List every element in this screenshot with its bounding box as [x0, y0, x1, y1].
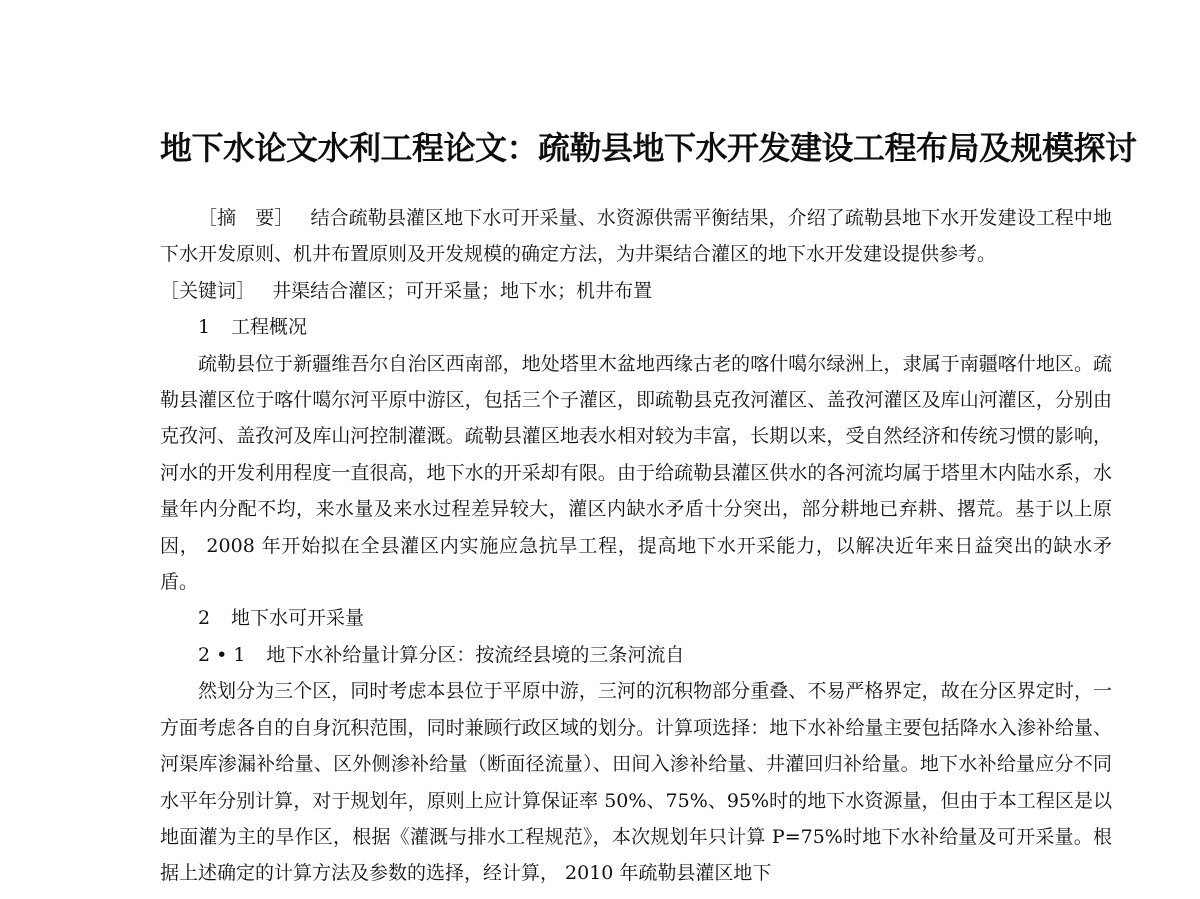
section-1-number: 1 [198, 316, 211, 339]
abstract-paragraph [160, 200, 1112, 273]
abstract-label: ［摘 要］ [198, 207, 294, 229]
abstract-text: 结合疏勒县灌区地下水可开采量、水资源供需平衡结果，介绍了疏勒县地下水开发建设工程中地下水开发原则、机井布置原则及开发规模的确定方法，为井渠结合灌区的地下水开发建设提供参考。 [160, 207, 1112, 266]
section-1-title: 工程概况 [230, 316, 307, 339]
section-2-1-heading [160, 637, 1112, 673]
section-2-title: 地下水可开采量 [230, 607, 364, 630]
section-2-heading [160, 600, 1112, 636]
section-2-1-number: 2 • 1 [198, 643, 246, 666]
section-2-1-paragraph: 然划分为三个区，同时考虑本县位于平原中游，三河的沉积物部分重叠、不易严格界定，故在分区界定时，一方面考虑各自的自身沉积范围，同时兼顾行政区域的划分。计算项选择：地下水补给量主要包括降水入渗补给量、河渠库渗漏补给量、区外侧渗补给量（断面径流量）、田间入渗补给量、井灌回归补给量。地下水补给量应分不同水平年分别计算，对于规划年，原则上应计算保证率 50%、75%、95%时的地下水资源量，但由于本工程区是以地面灌为主的旱作区，根据《灌溉与排水工程规范》，本次规划年只计算 P=75%时地下水补给量及可开采量。根据上述确定的计算方法及参数的选择，经计算， 2010 年疏勒县灌区地下 [160, 680, 1112, 885]
document-body [160, 200, 1112, 892]
keywords-text: 井渠结合灌区；可开采量；地下水；机井布置 [272, 279, 653, 302]
section-1-paragraph: 疏勒县位于新疆维吾尔自治区西南部，地处塔里木盆地西缘古老的喀什噶尔绿洲上，隶属于南疆喀什地区。疏勒县灌区位于喀什噶尔河平原中游区，包括三个子灌区，即疏勒县克孜河灌区、盖孜河灌区及库山河灌区，分别由克孜河、盖孜河及库山河控制灌溉。疏勒县灌区地表水相对较为丰富，长期以来，受自然经济和传统习惯的影响，河水的开发利用程度一直很高，地下水的开采却有限。由于给疏勒县灌区供水的各河流均属于塔里木内陆水系，水量年内分配不均，来水量及来水过程差异较大，灌区内缺水矛盾十分突出，部分耕地已弃耕、撂荒。基于以上原因， 2008 年开始拟在全县灌区内实施应急抗旱工程，提高地下水开采能力，以解决近年来日益突出的缺水矛盾。 [160, 352, 1112, 594]
section-2-1-title: 地下水补给量计算分区：按流经县境的三条河流自 [266, 643, 685, 666]
document-title: 地下水论文水利工程论文：疏勒县地下水开发建设工程布局及规模探讨 [160, 129, 1137, 167]
keywords-label: ［关键词］ [160, 279, 256, 302]
section-2-number: 2 [198, 607, 211, 630]
section-1-heading [160, 309, 1112, 345]
keywords-paragraph [160, 273, 1112, 309]
